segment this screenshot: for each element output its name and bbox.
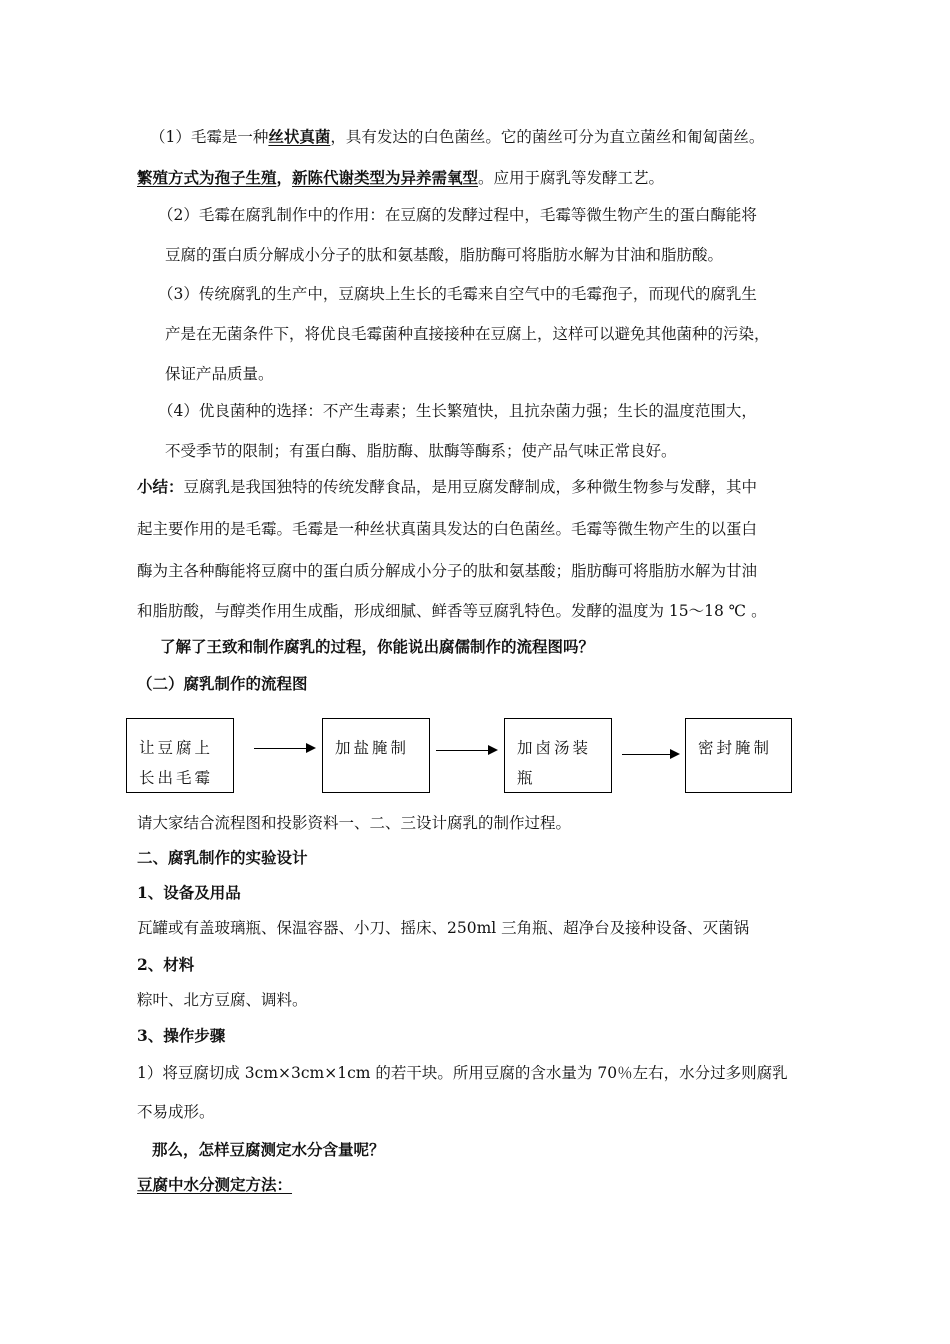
text: ，具有发达的白色菌丝。它的菌丝可分为直立菌丝和匍匐菌丝。 bbox=[330, 128, 765, 146]
text: （1）毛霉是一种 bbox=[150, 128, 269, 146]
flow-step-1-line1: 让豆腐上 bbox=[139, 739, 214, 757]
summary-line4: 和脂肪酸，与醇类作用生成酯，形成细腻、鲜香等豆腐乳特色。发酵的温度为 15～18 ℃ 。 bbox=[137, 602, 767, 620]
steps-title: 3、操作步骤 bbox=[137, 1026, 226, 1045]
para4-line2: 不受季节的限制；有蛋白酶、脂肪酶、肽酶等酶系；使产品气味正常良好。 bbox=[165, 442, 677, 460]
emphasis-text: 丝状真菌 bbox=[268, 127, 331, 146]
text: ， bbox=[276, 168, 293, 187]
equipment-title: 1、设备及用品 bbox=[137, 883, 241, 902]
instruction-text: 请大家结合流程图和投影资料一、二、三设计腐乳的制作过程。 bbox=[137, 814, 572, 832]
flow-step-1 bbox=[126, 718, 234, 793]
arrow-right-icon bbox=[622, 754, 678, 755]
summary-line1 bbox=[137, 477, 757, 497]
flow-step-3-line2: 瓶 bbox=[517, 769, 536, 787]
question-flowchart: 了解了王致和制作腐乳的过程，你能说出腐儒制作的流程图吗？ bbox=[160, 637, 595, 656]
section-flowchart-title: （二）腐乳制作的流程图 bbox=[137, 674, 308, 693]
equipment-list: 瓦罐或有盖玻璃瓶、保温容器、小刀、摇床、250ml 三角瓶、超净台及接种设备、灭菌锅 bbox=[137, 919, 750, 937]
para3-line3: 保证产品质量。 bbox=[165, 365, 274, 383]
para3-line1: （3）传统腐乳的生产中，豆腐块上生长的毛霉来自空气中的毛霉孢子，而现代的腐乳生 bbox=[158, 285, 757, 303]
text: 豆腐乳是我国独特的传统发酵食品，是用豆腐发酵制成，多种微生物参与发酵，其中 bbox=[183, 478, 758, 496]
para1-line1 bbox=[150, 127, 764, 147]
step1-line1: 1）将豆腐切成 3cm×3cm×1cm 的若干块。所用豆腐的含水量为 70％左右，水分过多则腐乳 bbox=[137, 1064, 788, 1082]
summary-line3: 酶为主各种酶能将豆腐中的蛋白质分解成小分子的肽和氨基酸；脂肪酶可将脂肪水解为甘油 bbox=[137, 562, 758, 580]
materials-title: 2、材料 bbox=[137, 955, 195, 974]
text: 。应用于腐乳等发酵工艺。 bbox=[478, 169, 665, 187]
arrow-right-icon bbox=[254, 748, 314, 749]
section-experiment-title: 二、腐乳制作的实验设计 bbox=[137, 848, 308, 867]
method-title: 豆腐中水分测定方法： bbox=[137, 1175, 293, 1194]
emphasis-text: 新陈代谢类型为异养需氧型 bbox=[292, 168, 479, 187]
flow-step-3 bbox=[504, 718, 612, 793]
summary-line2: 起主要作用的是毛霉。毛霉是一种丝状真菌具发达的白色菌丝。毛霉等微生物产生的以蛋白 bbox=[137, 520, 758, 538]
para2-line2: 豆腐的蛋白质分解成小分子的肽和氨基酸，脂肪酶可将脂肪水解为甘油和脂肪酸。 bbox=[165, 246, 724, 264]
emphasis-text: 繁殖方式为孢子生殖 bbox=[137, 168, 277, 187]
step1-line2: 不易成形。 bbox=[137, 1103, 215, 1121]
para1-line2 bbox=[137, 168, 664, 188]
flow-step-4 bbox=[685, 718, 792, 793]
materials-list: 粽叶、北方豆腐、调料。 bbox=[137, 991, 308, 1009]
para4-line1: （4）优良菌种的选择：不产生毒素；生长繁殖快，且抗杂菌力强；生长的温度范围大， bbox=[158, 402, 757, 420]
flow-step-3-line1: 加卤汤装 bbox=[517, 739, 592, 757]
flow-step-4-line1: 密封腌制 bbox=[698, 739, 773, 757]
question-water-content: 那么，怎样豆腐测定水分含量呢？ bbox=[152, 1140, 385, 1159]
arrow-right-icon bbox=[436, 750, 496, 751]
para2-line1: （2）毛霉在腐乳制作中的作用：在豆腐的发酵过程中，毛霉等微生物产生的蛋白酶能将 bbox=[158, 206, 757, 224]
flow-step-1-line2: 长出毛霉 bbox=[139, 769, 214, 787]
flow-step-2-line1: 加盐腌制 bbox=[335, 739, 410, 757]
flow-step-2 bbox=[322, 718, 430, 793]
summary-label: 小结： bbox=[137, 477, 184, 496]
para3-line2: 产是在无菌条件下，将优良毛霉菌种直接接种在豆腐上，这样可以避免其他菌种的污染， bbox=[165, 325, 770, 343]
